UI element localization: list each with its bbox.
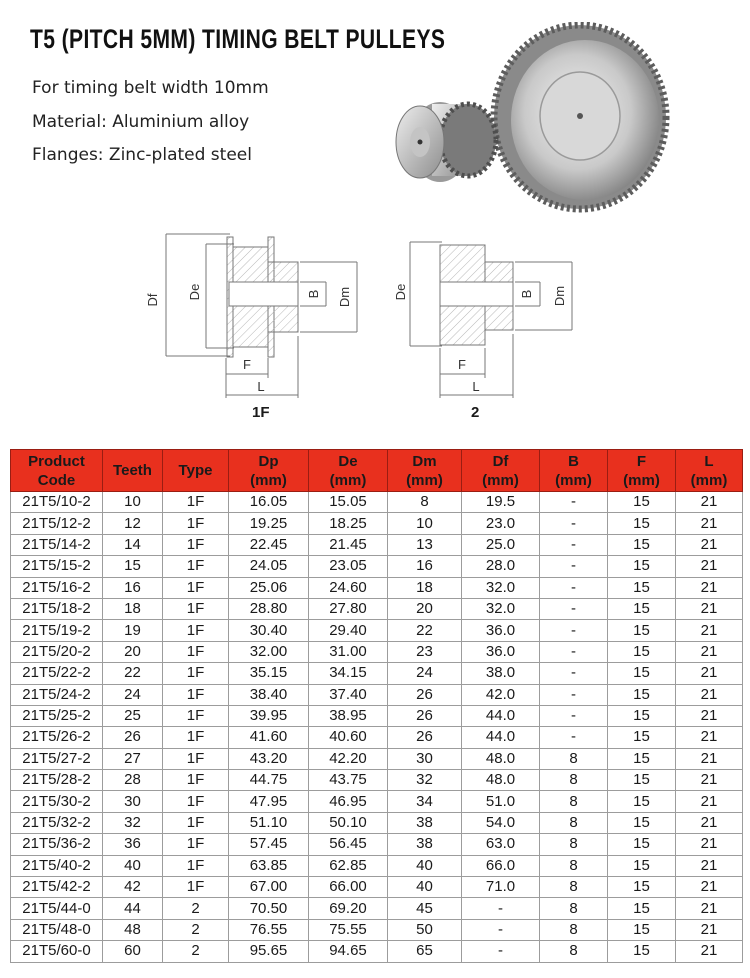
dim-de-2: De (393, 283, 408, 301)
cell-f: 15 (608, 919, 676, 940)
cell-product-code: 21T5/10-2 (11, 492, 103, 513)
column-header-df (462, 450, 540, 492)
cell-df: 63.0 (462, 834, 540, 855)
spec-flanges: Flanges: Zinc-plated steel (32, 145, 252, 165)
cell-de: 37.40 (309, 684, 388, 705)
cell-dp: 51.10 (229, 812, 309, 833)
cell-b: - (540, 620, 608, 641)
table-row (11, 577, 743, 598)
cell-de: 56.45 (309, 834, 388, 855)
column-header-unit: (mm) (482, 471, 519, 489)
table-row (11, 534, 743, 555)
table-row (11, 941, 743, 962)
cell-b: - (540, 705, 608, 726)
cell-type: 1F (163, 855, 229, 876)
dim-df-1f: Df (145, 293, 160, 307)
cell-teeth: 24 (103, 684, 163, 705)
cell-dm: 32 (388, 770, 462, 791)
cell-type: 1F (163, 791, 229, 812)
cell-b: 8 (540, 812, 608, 833)
cell-de: 29.40 (309, 620, 388, 641)
column-header-unit: (mm) (406, 471, 443, 489)
table-row (11, 556, 743, 577)
cell-product-code: 21T5/28-2 (11, 770, 103, 791)
cell-b: - (540, 492, 608, 513)
cell-de: 31.00 (309, 641, 388, 662)
cell-product-code: 21T5/60-0 (11, 941, 103, 962)
cell-product-code: 21T5/20-2 (11, 641, 103, 662)
dim-dm-1f: Dm (337, 286, 352, 308)
cell-l: 21 (676, 492, 743, 513)
cell-l: 21 (676, 855, 743, 876)
cell-b: - (540, 598, 608, 619)
cell-b: 8 (540, 855, 608, 876)
cell-f: 15 (608, 941, 676, 962)
cell-l: 21 (676, 598, 743, 619)
cell-df: 28.0 (462, 556, 540, 577)
cell-dp: 44.75 (229, 770, 309, 791)
column-header-de (309, 450, 388, 492)
dim-b-2: B (519, 289, 534, 299)
table-row (11, 812, 743, 833)
cell-b: 8 (540, 919, 608, 940)
cell-dm: 26 (388, 684, 462, 705)
cell-df: 38.0 (462, 663, 540, 684)
cell-de: 43.75 (309, 770, 388, 791)
cell-b: - (540, 556, 608, 577)
cell-product-code: 21T5/42-2 (11, 877, 103, 898)
cell-teeth: 18 (103, 598, 163, 619)
cell-df: 42.0 (462, 684, 540, 705)
cell-dm: 18 (388, 577, 462, 598)
dim-f-1f: F (243, 357, 251, 372)
cell-product-code: 21T5/30-2 (11, 791, 103, 812)
cell-dm: 13 (388, 534, 462, 555)
column-header-teeth (103, 450, 163, 492)
table-header-row (11, 450, 743, 492)
cell-de: 94.65 (309, 941, 388, 962)
cell-df: 71.0 (462, 877, 540, 898)
cell-f: 15 (608, 748, 676, 769)
table-row (11, 919, 743, 940)
cell-b: - (540, 663, 608, 684)
cell-type: 1F (163, 513, 229, 534)
cell-df: 54.0 (462, 812, 540, 833)
cell-df: 44.0 (462, 705, 540, 726)
table-row (11, 513, 743, 534)
cell-dp: 16.05 (229, 492, 309, 513)
cell-dp: 67.00 (229, 877, 309, 898)
pulley-photo (380, 22, 670, 222)
pulley-spec-table (10, 449, 743, 963)
cell-type: 2 (163, 919, 229, 940)
cell-f: 15 (608, 556, 676, 577)
column-header-label: De (338, 452, 358, 470)
cell-dp: 57.45 (229, 834, 309, 855)
cell-de: 23.05 (309, 556, 388, 577)
cell-l: 21 (676, 812, 743, 833)
cell-dm: 20 (388, 598, 462, 619)
cell-l: 21 (676, 770, 743, 791)
cell-dp: 24.05 (229, 556, 309, 577)
cell-df: 36.0 (462, 620, 540, 641)
cell-teeth: 32 (103, 812, 163, 833)
cell-type: 1F (163, 534, 229, 555)
cell-b: - (540, 534, 608, 555)
cell-dp: 76.55 (229, 919, 309, 940)
table-body (11, 492, 743, 963)
cell-product-code: 21T5/25-2 (11, 705, 103, 726)
cell-df: 32.0 (462, 577, 540, 598)
table-row (11, 877, 743, 898)
cell-de: 34.15 (309, 663, 388, 684)
column-header-product-code (11, 450, 103, 492)
cell-product-code: 21T5/32-2 (11, 812, 103, 833)
column-header-label: Dm (412, 452, 437, 470)
cell-f: 15 (608, 834, 676, 855)
cell-product-code: 21T5/40-2 (11, 855, 103, 876)
dim-de-1f: De (187, 283, 202, 301)
cell-type: 1F (163, 877, 229, 898)
cell-l: 21 (676, 620, 743, 641)
cell-product-code: 21T5/16-2 (11, 577, 103, 598)
cell-teeth: 22 (103, 663, 163, 684)
cell-b: - (540, 513, 608, 534)
cell-product-code: 21T5/18-2 (11, 598, 103, 619)
cell-teeth: 14 (103, 534, 163, 555)
cell-teeth: 48 (103, 919, 163, 940)
cell-df: 25.0 (462, 534, 540, 555)
table-row (11, 727, 743, 748)
cell-dm: 10 (388, 513, 462, 534)
column-header-unit: (mm) (690, 471, 728, 489)
cell-de: 18.25 (309, 513, 388, 534)
cell-type: 2 (163, 941, 229, 962)
cell-dm: 26 (388, 727, 462, 748)
cell-f: 15 (608, 812, 676, 833)
cell-df: 48.0 (462, 770, 540, 791)
cell-product-code: 21T5/22-2 (11, 663, 103, 684)
cell-df: 36.0 (462, 641, 540, 662)
dimension-drawings (0, 228, 750, 428)
cell-de: 24.60 (309, 577, 388, 598)
cell-b: 8 (540, 877, 608, 898)
cell-dm: 38 (388, 812, 462, 833)
cell-dm: 45 (388, 898, 462, 919)
cell-dm: 50 (388, 919, 462, 940)
cell-product-code: 21T5/24-2 (11, 684, 103, 705)
cell-dp: 28.80 (229, 598, 309, 619)
cell-b: 8 (540, 748, 608, 769)
column-header-dp (229, 450, 309, 492)
cell-dp: 30.40 (229, 620, 309, 641)
cell-type: 1F (163, 727, 229, 748)
cell-dp: 41.60 (229, 727, 309, 748)
cell-l: 21 (676, 556, 743, 577)
table-row (11, 791, 743, 812)
cell-l: 21 (676, 919, 743, 940)
cell-product-code: 21T5/15-2 (11, 556, 103, 577)
cell-product-code: 21T5/44-0 (11, 898, 103, 919)
cell-teeth: 12 (103, 513, 163, 534)
cell-product-code: 21T5/27-2 (11, 748, 103, 769)
cell-dp: 70.50 (229, 898, 309, 919)
cell-teeth: 26 (103, 727, 163, 748)
cell-f: 15 (608, 598, 676, 619)
cell-product-code: 21T5/48-0 (11, 919, 103, 940)
cell-de: 40.60 (309, 727, 388, 748)
column-header-l (676, 450, 743, 492)
column-header-unit: (mm) (250, 471, 287, 489)
cell-l: 21 (676, 663, 743, 684)
cell-b: - (540, 641, 608, 662)
cell-type: 1F (163, 620, 229, 641)
cell-type: 1F (163, 556, 229, 577)
cell-type: 2 (163, 898, 229, 919)
cell-b: 8 (540, 791, 608, 812)
cell-type: 1F (163, 834, 229, 855)
cell-type: 1F (163, 492, 229, 513)
column-header-unit: (mm) (623, 471, 660, 489)
cell-b: 8 (540, 898, 608, 919)
cell-l: 21 (676, 641, 743, 662)
drawing-type-1f (166, 234, 357, 398)
cell-dp: 47.95 (229, 791, 309, 812)
cell-teeth: 44 (103, 898, 163, 919)
cell-dp: 22.45 (229, 534, 309, 555)
cell-type: 1F (163, 684, 229, 705)
cell-dm: 40 (388, 877, 462, 898)
cell-dm: 26 (388, 705, 462, 726)
dim-l-1f: L (257, 379, 265, 394)
cell-product-code: 21T5/14-2 (11, 534, 103, 555)
cell-df: 32.0 (462, 598, 540, 619)
cell-de: 42.20 (309, 748, 388, 769)
cell-f: 15 (608, 705, 676, 726)
cell-l: 21 (676, 727, 743, 748)
cell-f: 15 (608, 727, 676, 748)
cell-l: 21 (676, 534, 743, 555)
cell-type: 1F (163, 770, 229, 791)
cell-dm: 34 (388, 791, 462, 812)
cell-f: 15 (608, 855, 676, 876)
cell-type: 1F (163, 641, 229, 662)
cell-dp: 39.95 (229, 705, 309, 726)
cell-df: 66.0 (462, 855, 540, 876)
cell-type: 1F (163, 663, 229, 684)
cell-de: 62.85 (309, 855, 388, 876)
cell-dm: 22 (388, 620, 462, 641)
cell-df: 51.0 (462, 791, 540, 812)
table-row (11, 705, 743, 726)
cell-type: 1F (163, 598, 229, 619)
cell-b: - (540, 577, 608, 598)
column-header-type (163, 450, 229, 492)
cell-b: - (540, 727, 608, 748)
table-row (11, 748, 743, 769)
cell-f: 15 (608, 513, 676, 534)
table-row (11, 492, 743, 513)
spec-belt-width: For timing belt width 10mm (32, 78, 269, 98)
cell-l: 21 (676, 577, 743, 598)
cell-de: 21.45 (309, 534, 388, 555)
cell-dm: 16 (388, 556, 462, 577)
cell-dm: 65 (388, 941, 462, 962)
column-header-unit: (mm) (555, 471, 592, 489)
cell-dp: 95.65 (229, 941, 309, 962)
cell-de: 66.00 (309, 877, 388, 898)
cell-de: 38.95 (309, 705, 388, 726)
cell-product-code: 21T5/26-2 (11, 727, 103, 748)
cell-l: 21 (676, 791, 743, 812)
cell-dp: 63.85 (229, 855, 309, 876)
cell-b: 8 (540, 834, 608, 855)
cell-df: - (462, 919, 540, 940)
cell-teeth: 15 (103, 556, 163, 577)
drawing-label-1f: 1F (252, 404, 270, 421)
column-header-f (608, 450, 676, 492)
cell-l: 21 (676, 898, 743, 919)
table-row (11, 684, 743, 705)
cell-teeth: 60 (103, 941, 163, 962)
page-title: T5 (PITCH 5MM) TIMING BELT PULLEYS (30, 24, 446, 54)
drawing-label-2: 2 (471, 404, 480, 421)
table-row (11, 855, 743, 876)
column-header-label: Type (178, 462, 213, 479)
column-header-label: B (568, 452, 579, 470)
cell-dp: 32.00 (229, 641, 309, 662)
cell-de: 69.20 (309, 898, 388, 919)
cell-f: 15 (608, 877, 676, 898)
cell-de: 50.10 (309, 812, 388, 833)
dim-dm-2: Dm (552, 285, 567, 307)
cell-f: 15 (608, 684, 676, 705)
cell-dp: 43.20 (229, 748, 309, 769)
cell-l: 21 (676, 748, 743, 769)
column-header-label: Dp (258, 452, 279, 470)
cell-f: 15 (608, 641, 676, 662)
cell-de: 46.95 (309, 791, 388, 812)
cell-dp: 35.15 (229, 663, 309, 684)
cell-type: 1F (163, 748, 229, 769)
cell-f: 15 (608, 791, 676, 812)
column-header-label: Teeth (113, 462, 152, 479)
table-row (11, 663, 743, 684)
cell-teeth: 30 (103, 791, 163, 812)
cell-teeth: 10 (103, 492, 163, 513)
table-row (11, 770, 743, 791)
cell-dm: 24 (388, 663, 462, 684)
cell-f: 15 (608, 898, 676, 919)
cell-df: - (462, 941, 540, 962)
column-header-dm (388, 450, 462, 492)
cell-df: 48.0 (462, 748, 540, 769)
cell-b: - (540, 684, 608, 705)
cell-teeth: 28 (103, 770, 163, 791)
cell-dp: 25.06 (229, 577, 309, 598)
cell-f: 15 (608, 492, 676, 513)
cell-teeth: 36 (103, 834, 163, 855)
cell-dm: 8 (388, 492, 462, 513)
column-header-label: Product (28, 452, 85, 470)
cell-de: 27.80 (309, 598, 388, 619)
cell-dm: 40 (388, 855, 462, 876)
drawing-type-2 (410, 242, 572, 398)
cell-type: 1F (163, 577, 229, 598)
column-header-b (540, 450, 608, 492)
cell-f: 15 (608, 663, 676, 684)
cell-l: 21 (676, 834, 743, 855)
cell-f: 15 (608, 620, 676, 641)
dim-f-2: F (458, 357, 466, 372)
cell-teeth: 25 (103, 705, 163, 726)
dim-l-2: L (472, 379, 480, 394)
cell-l: 21 (676, 684, 743, 705)
cell-product-code: 21T5/36-2 (11, 834, 103, 855)
cell-l: 21 (676, 513, 743, 534)
cell-de: 15.05 (309, 492, 388, 513)
column-header-label: Df (492, 452, 509, 470)
cell-dm: 38 (388, 834, 462, 855)
cell-teeth: 42 (103, 877, 163, 898)
cell-teeth: 40 (103, 855, 163, 876)
cell-l: 21 (676, 705, 743, 726)
dim-b-1f: B (306, 289, 321, 299)
table-row (11, 834, 743, 855)
cell-f: 15 (608, 770, 676, 791)
cell-df: 19.5 (462, 492, 540, 513)
column-header-unit: Code (37, 471, 76, 489)
column-header-label: F (636, 452, 647, 470)
cell-dp: 19.25 (229, 513, 309, 534)
cell-f: 15 (608, 577, 676, 598)
column-header-unit: (mm) (329, 471, 367, 489)
cell-f: 15 (608, 534, 676, 555)
cell-teeth: 27 (103, 748, 163, 769)
cell-dm: 23 (388, 641, 462, 662)
cell-product-code: 21T5/19-2 (11, 620, 103, 641)
cell-l: 21 (676, 877, 743, 898)
cell-teeth: 16 (103, 577, 163, 598)
table-row (11, 620, 743, 641)
cell-dp: 38.40 (229, 684, 309, 705)
cell-b: 8 (540, 770, 608, 791)
table-row (11, 641, 743, 662)
cell-df: 23.0 (462, 513, 540, 534)
cell-df: 44.0 (462, 727, 540, 748)
cell-type: 1F (163, 705, 229, 726)
spec-material: Material: Aluminium alloy (32, 112, 250, 132)
cell-de: 75.55 (309, 919, 388, 940)
cell-product-code: 21T5/12-2 (11, 513, 103, 534)
cell-l: 21 (676, 941, 743, 962)
table-row (11, 598, 743, 619)
cell-b: 8 (540, 941, 608, 962)
cell-teeth: 20 (103, 641, 163, 662)
cell-df: - (462, 898, 540, 919)
cell-teeth: 19 (103, 620, 163, 641)
cell-type: 1F (163, 812, 229, 833)
cell-dm: 30 (388, 748, 462, 769)
table-row (11, 898, 743, 919)
column-header-label: L (704, 452, 714, 470)
